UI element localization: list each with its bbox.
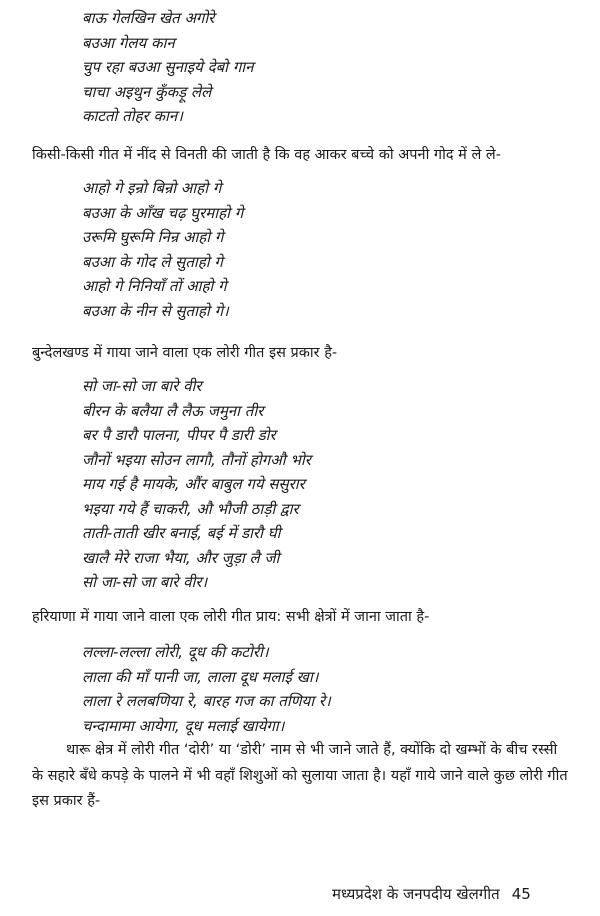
intro-paragraph-4: थारू क्षेत्र में लोरी गीत ‘दोरी’ या ‘डोरी’ नाम से भी जाने जाते हैं, क्योंकि दो खम्भों के बीच रस्सी के सहारे बँधे कपड़े के पालने में भी वहाँ शिशुओं को सुलाया जाता है। यहाँ गाये जाने वाले कुछ लोरी गीत इस प्रकार हैं- [32,742,568,809]
verse-line: सो जा-सो जा बारे वीर [82,377,202,395]
verse-block-3 [82,374,311,595]
verse-line: ताती-ताती खीर बनाई, बई में डारौ घी [82,524,281,542]
verse-line: खालै मेरे राजा भैया, और जुड़ा लै जी [82,548,280,567]
book-title: मध्यप्रदेश के जनपदीय खेलगीत [332,885,500,903]
verse-line: बाऊ गेलखिन खेत अगोरे [82,9,215,27]
verse-line: आहो गे निनियाँ तों आहो गे [82,277,227,295]
verse-line: बीरन के बलैया लै लैऊ जमुना तीर [82,401,264,420]
verse-line: बउआ के नीन से सुताहो गे। [82,301,229,320]
verse-line: लाला की माँ पानी जा, लाला दूध मलाई खा। [82,667,319,686]
verse-line: बर पै डारौ पालना, पीपर पै डारी डोर [82,426,276,444]
verse-line: भइया गये हैं चाकरी, औ भौजी ठाड़ी द्वार [82,499,299,518]
verse-line: आहो गे इन्रो बिन्रो आहो गे [82,179,222,197]
verse-line: माय गई है मायके, औंर बाबुल गये ससुरार [82,475,305,493]
verse-line: लल्ला-लल्ला लोरी, दूध की कटोरी। [82,643,269,661]
verse-line: बउआ गेलय कान [82,33,175,52]
verse-line: चाचा अइथुन कुँकड़ू लेले [82,82,212,101]
verse-line: उरूमि घुरूमि निन्र आहो गे [82,228,224,246]
verse-line: चुप रहा बउआ सुनाइये देबो गान [82,58,254,76]
verse-line: लाला रे ललबणिया रे, बारह गज का तणिया रे। [82,692,331,710]
verse-block-2 [82,176,243,323]
intro-paragraph-3: हरियाणा में गाया जाने वाला एक लोरी गीत प्राय: सभी क्षेत्रों में जाना जाता है- [32,609,430,625]
verse-line: काटतो तोहर कान। [82,107,183,125]
page-number: 45 [511,885,531,903]
verse-line: बउआ के गोद ले सुताहो गे [82,252,223,271]
intro-paragraph-1: किसी-किसी गीत में नींद से विनती की जाती है कि वह आकर बच्चे को अपनी गोद में ले ले- [32,147,501,163]
verse-line: बउआ के आँख चढ़ घुरमाहो गे [82,203,244,222]
verse-block-4 [82,640,331,738]
verse-line: जौनों भइया सोउन लागौ, तौनों होगऔ भोर [82,450,311,469]
verse-line: चन्दामामा आयेगा, दूध मलाई खायेगा। [82,716,285,735]
verse-line: सो जा-सो जा बारे वीर। [82,573,208,591]
intro-paragraph-2: बुन्देलखण्ड में गाया जाने वाला एक लोरी गीत इस प्रकार है- [32,345,338,361]
verse-block-1 [82,6,253,129]
page-footer [332,884,531,904]
